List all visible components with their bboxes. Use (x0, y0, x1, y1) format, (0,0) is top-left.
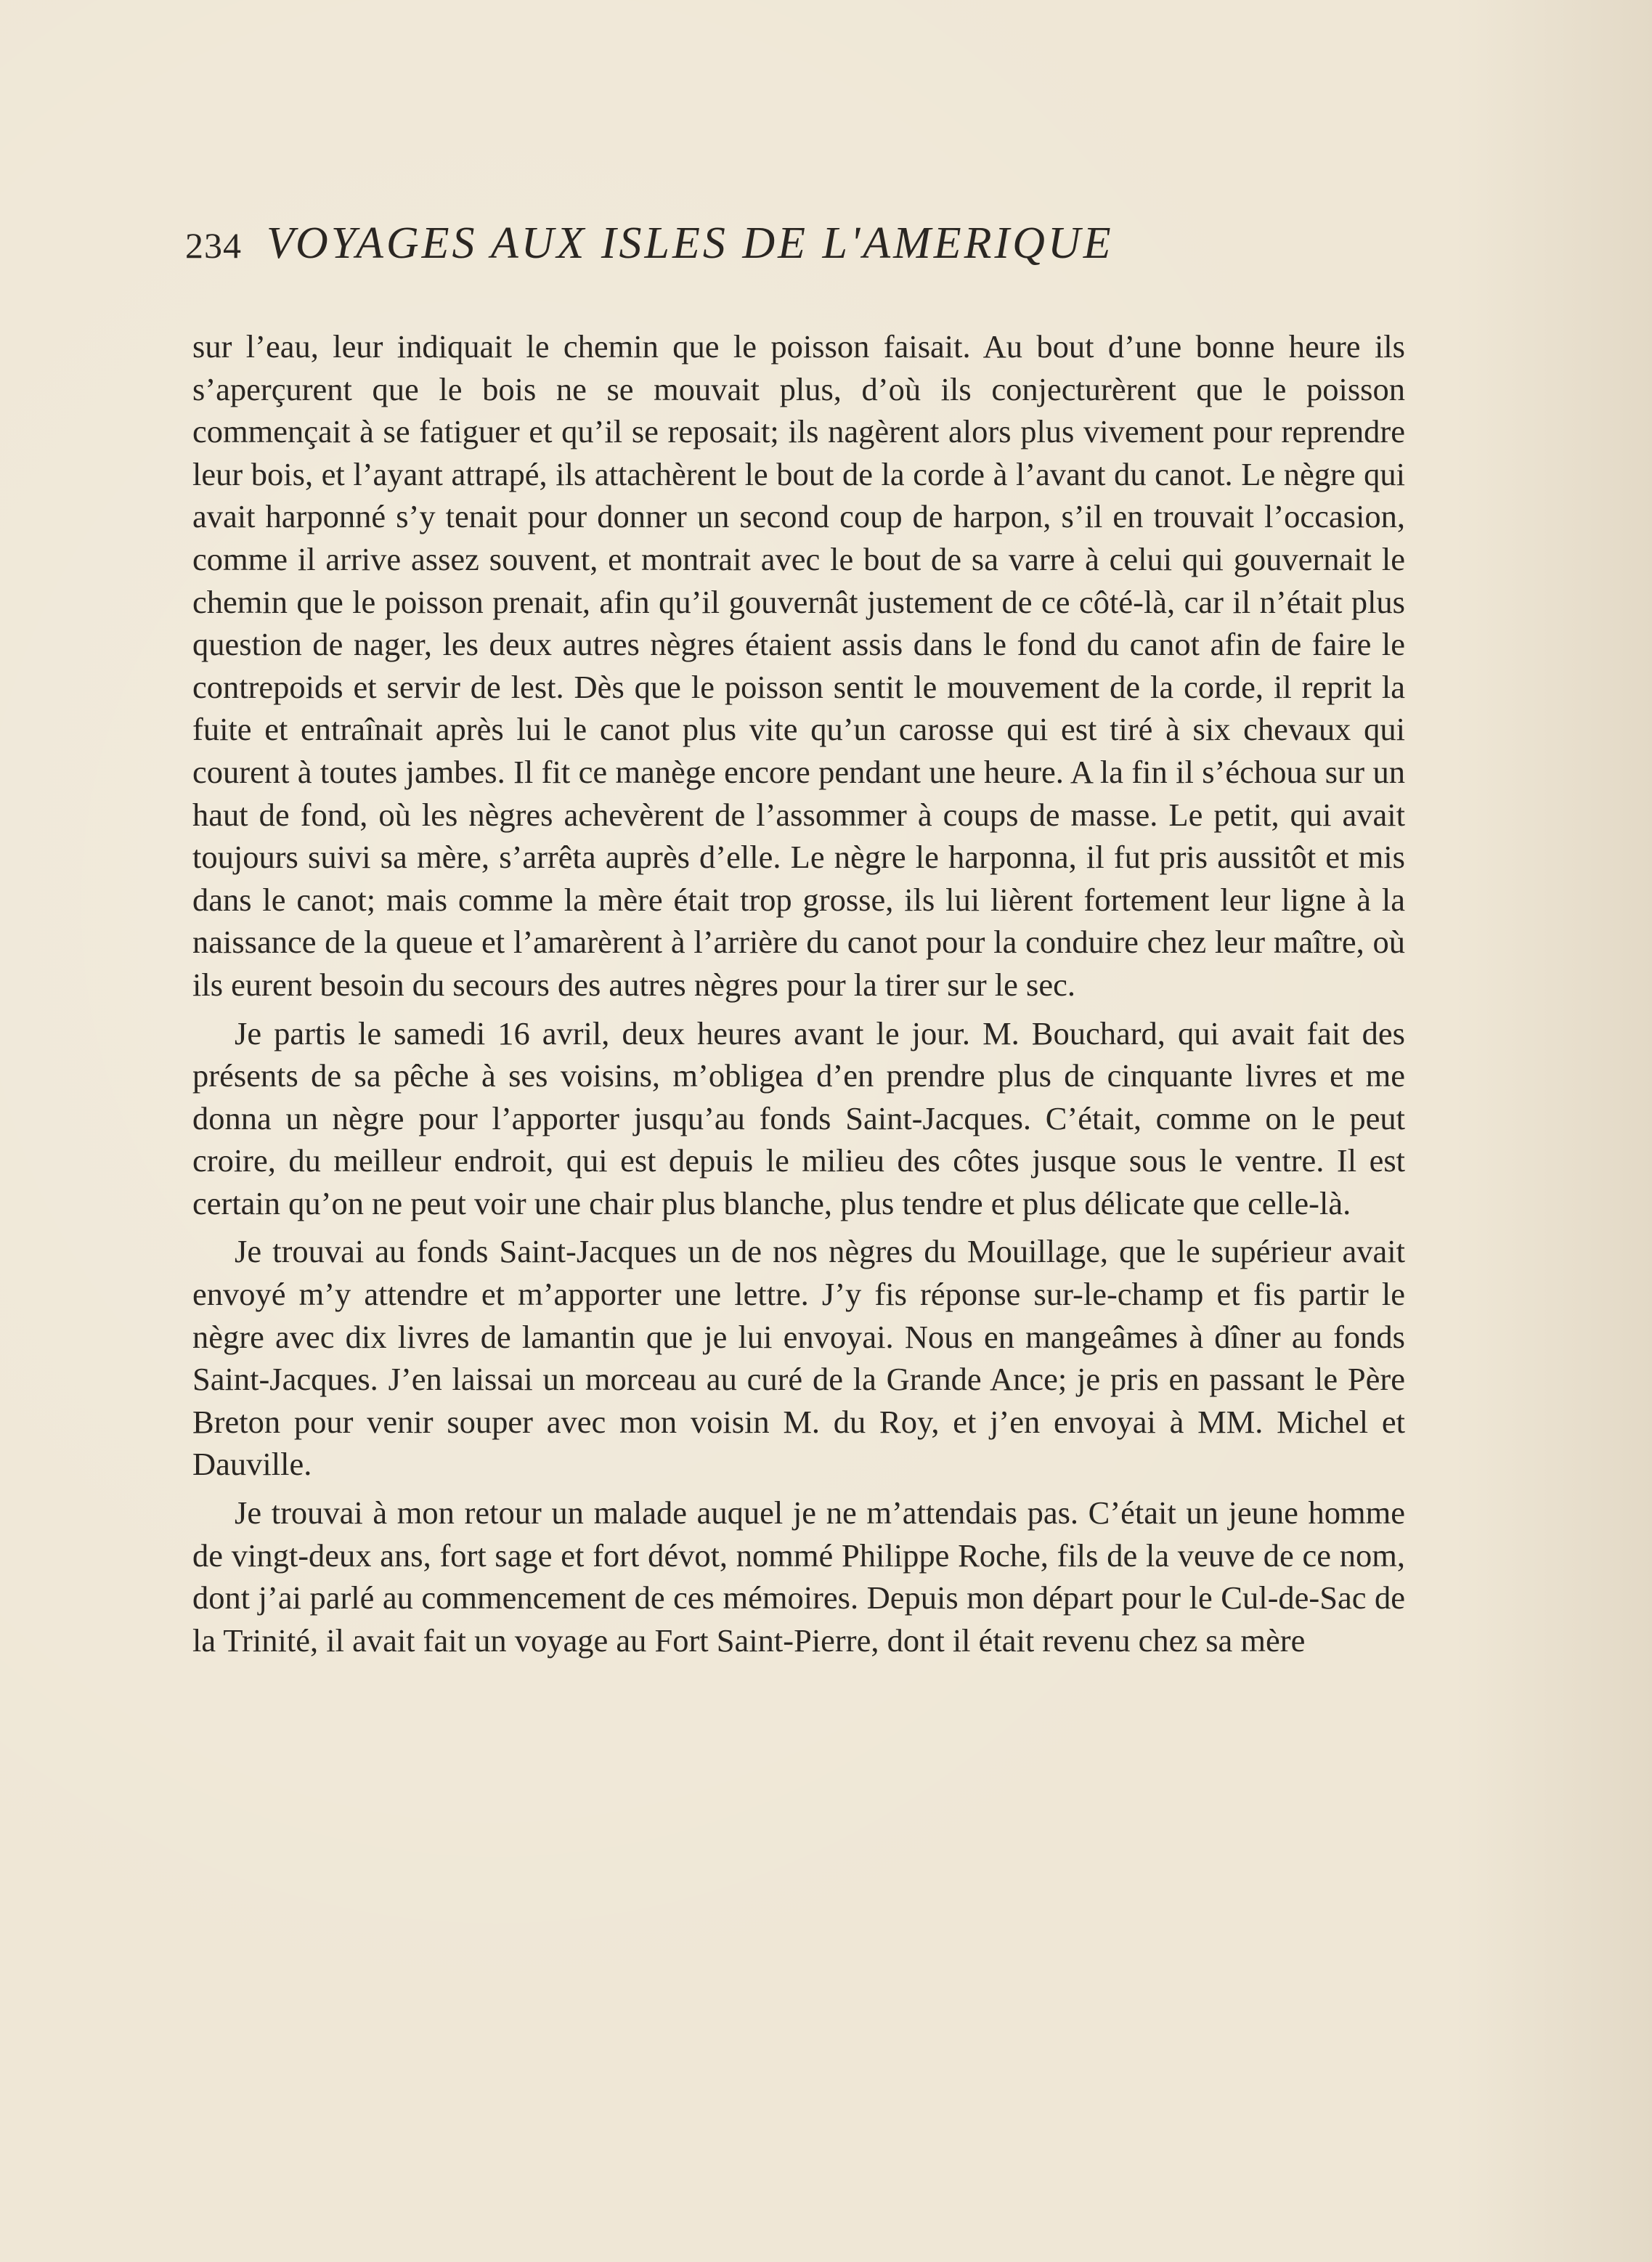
paragraph-continuation: sur l’eau, leur indiquait le chemin que le poisson faisait. Au bout d’une bonne heure ils s’aperçurent que le bois ne se mouvait plus, d’où ils conjecturèrent que le poisson commençait à se fatiguer et qu’il se reposait; ils nagèrent alors plus vivement pour reprendre leur bois, et l’ayant attrapé, ils attachèrent le bout de la corde à l’avant du canot. Le nègre qui avait harponné s’y tenait pour donner un second coup de harpon, s’il en trouvait l’occasion, comme il arrive assez souvent, et montrait avec le bout de sa varre à celui qui gouvernait le chemin que le poisson prenait, afin qu’il gouvernât justement de ce côté-là, car il n’était plus question de nager, les deux autres nègres étaient assis dans le fond du canot afin de faire le contrepoids et servir de lest. Dès que le poisson sentit le mouvement de la corde, il reprit la fuite et entraînait après lui le canot plus vite qu’un carosse qui est tiré à six chevaux qui courent à toutes jambes. Il fit ce manège encore pendant une heure. A la fin il s’échoua sur un haut de fond, où les nègres achevèrent de l’assommer à coups de masse. Le petit, qui avait toujours suivi sa mère, s’arrêta auprès d’elle. Le nègre le harponna, il fut pris aussitôt et mis dans le canot; mais comme la mère était trop grosse, ils lui lièrent fortement leur ligne à la naissance de la queue et l’amarèrent à l’arrière du canot pour la conduire chez leur maître, où ils eurent besoin du secours des autres nègres pour la tirer sur le sec. (192, 328, 1405, 1003)
page-header (185, 218, 1420, 283)
running-title: VOYAGES AUX ISLES DE L'AMERIQUE (266, 219, 1114, 268)
body-text (192, 325, 1405, 1661)
page-number: 234 (185, 225, 242, 266)
paragraph-return: Je trouvai à mon retour un malade auquel je ne m’attendais pas. C’était un jeune homme de vingt-deux ans, fort sage et fort dévot, nommé Philippe Roche, fils de la veuve de ce nom, dont j’ai parlé au commencement de ces mémoires. Depuis mon départ pour le Cul-de-Sac de la Trinité, il avait fait un voyage au Fort Saint-Pierre, dont il était revenu chez sa mère (192, 1494, 1405, 1659)
paragraph-departure: Je partis le samedi 16 avril, deux heures avant le jour. M. Bouchard, qui avait fait des présents de sa pêche à ses voisins, m’obligea d’en prendre plus de cinquante livres et me donna un nègre pour l’apporter jusqu’au fonds Saint-Jacques. C’était, comme on le peut croire, du meilleur endroit, qui est depuis le milieu des côtes jusque sous le ventre. Il est certain qu’on ne peut voir une chair plus blanche, plus tendre et plus délicate que celle-là. (192, 1014, 1405, 1221)
paragraph-fonds-saint-jacques: Je trouvai au fonds Saint-Jacques un de nos nègres du Mouillage, que le supérieur avait envoyé m’y attendre et m’apporter une lettre. J’y fis réponse sur-le-champ et fis partir le nègre avec dix livres de lamantin que je lui envoyai. Nous en mangeâmes à dîner au fonds Saint-Jacques. J’en laissai un morceau au curé de la Grande Ance; je pris en passant le Père Breton pour venir souper avec mon voisin M. du Roy, et j’en envoyai à MM. Michel et Dauville. (192, 1233, 1405, 1483)
